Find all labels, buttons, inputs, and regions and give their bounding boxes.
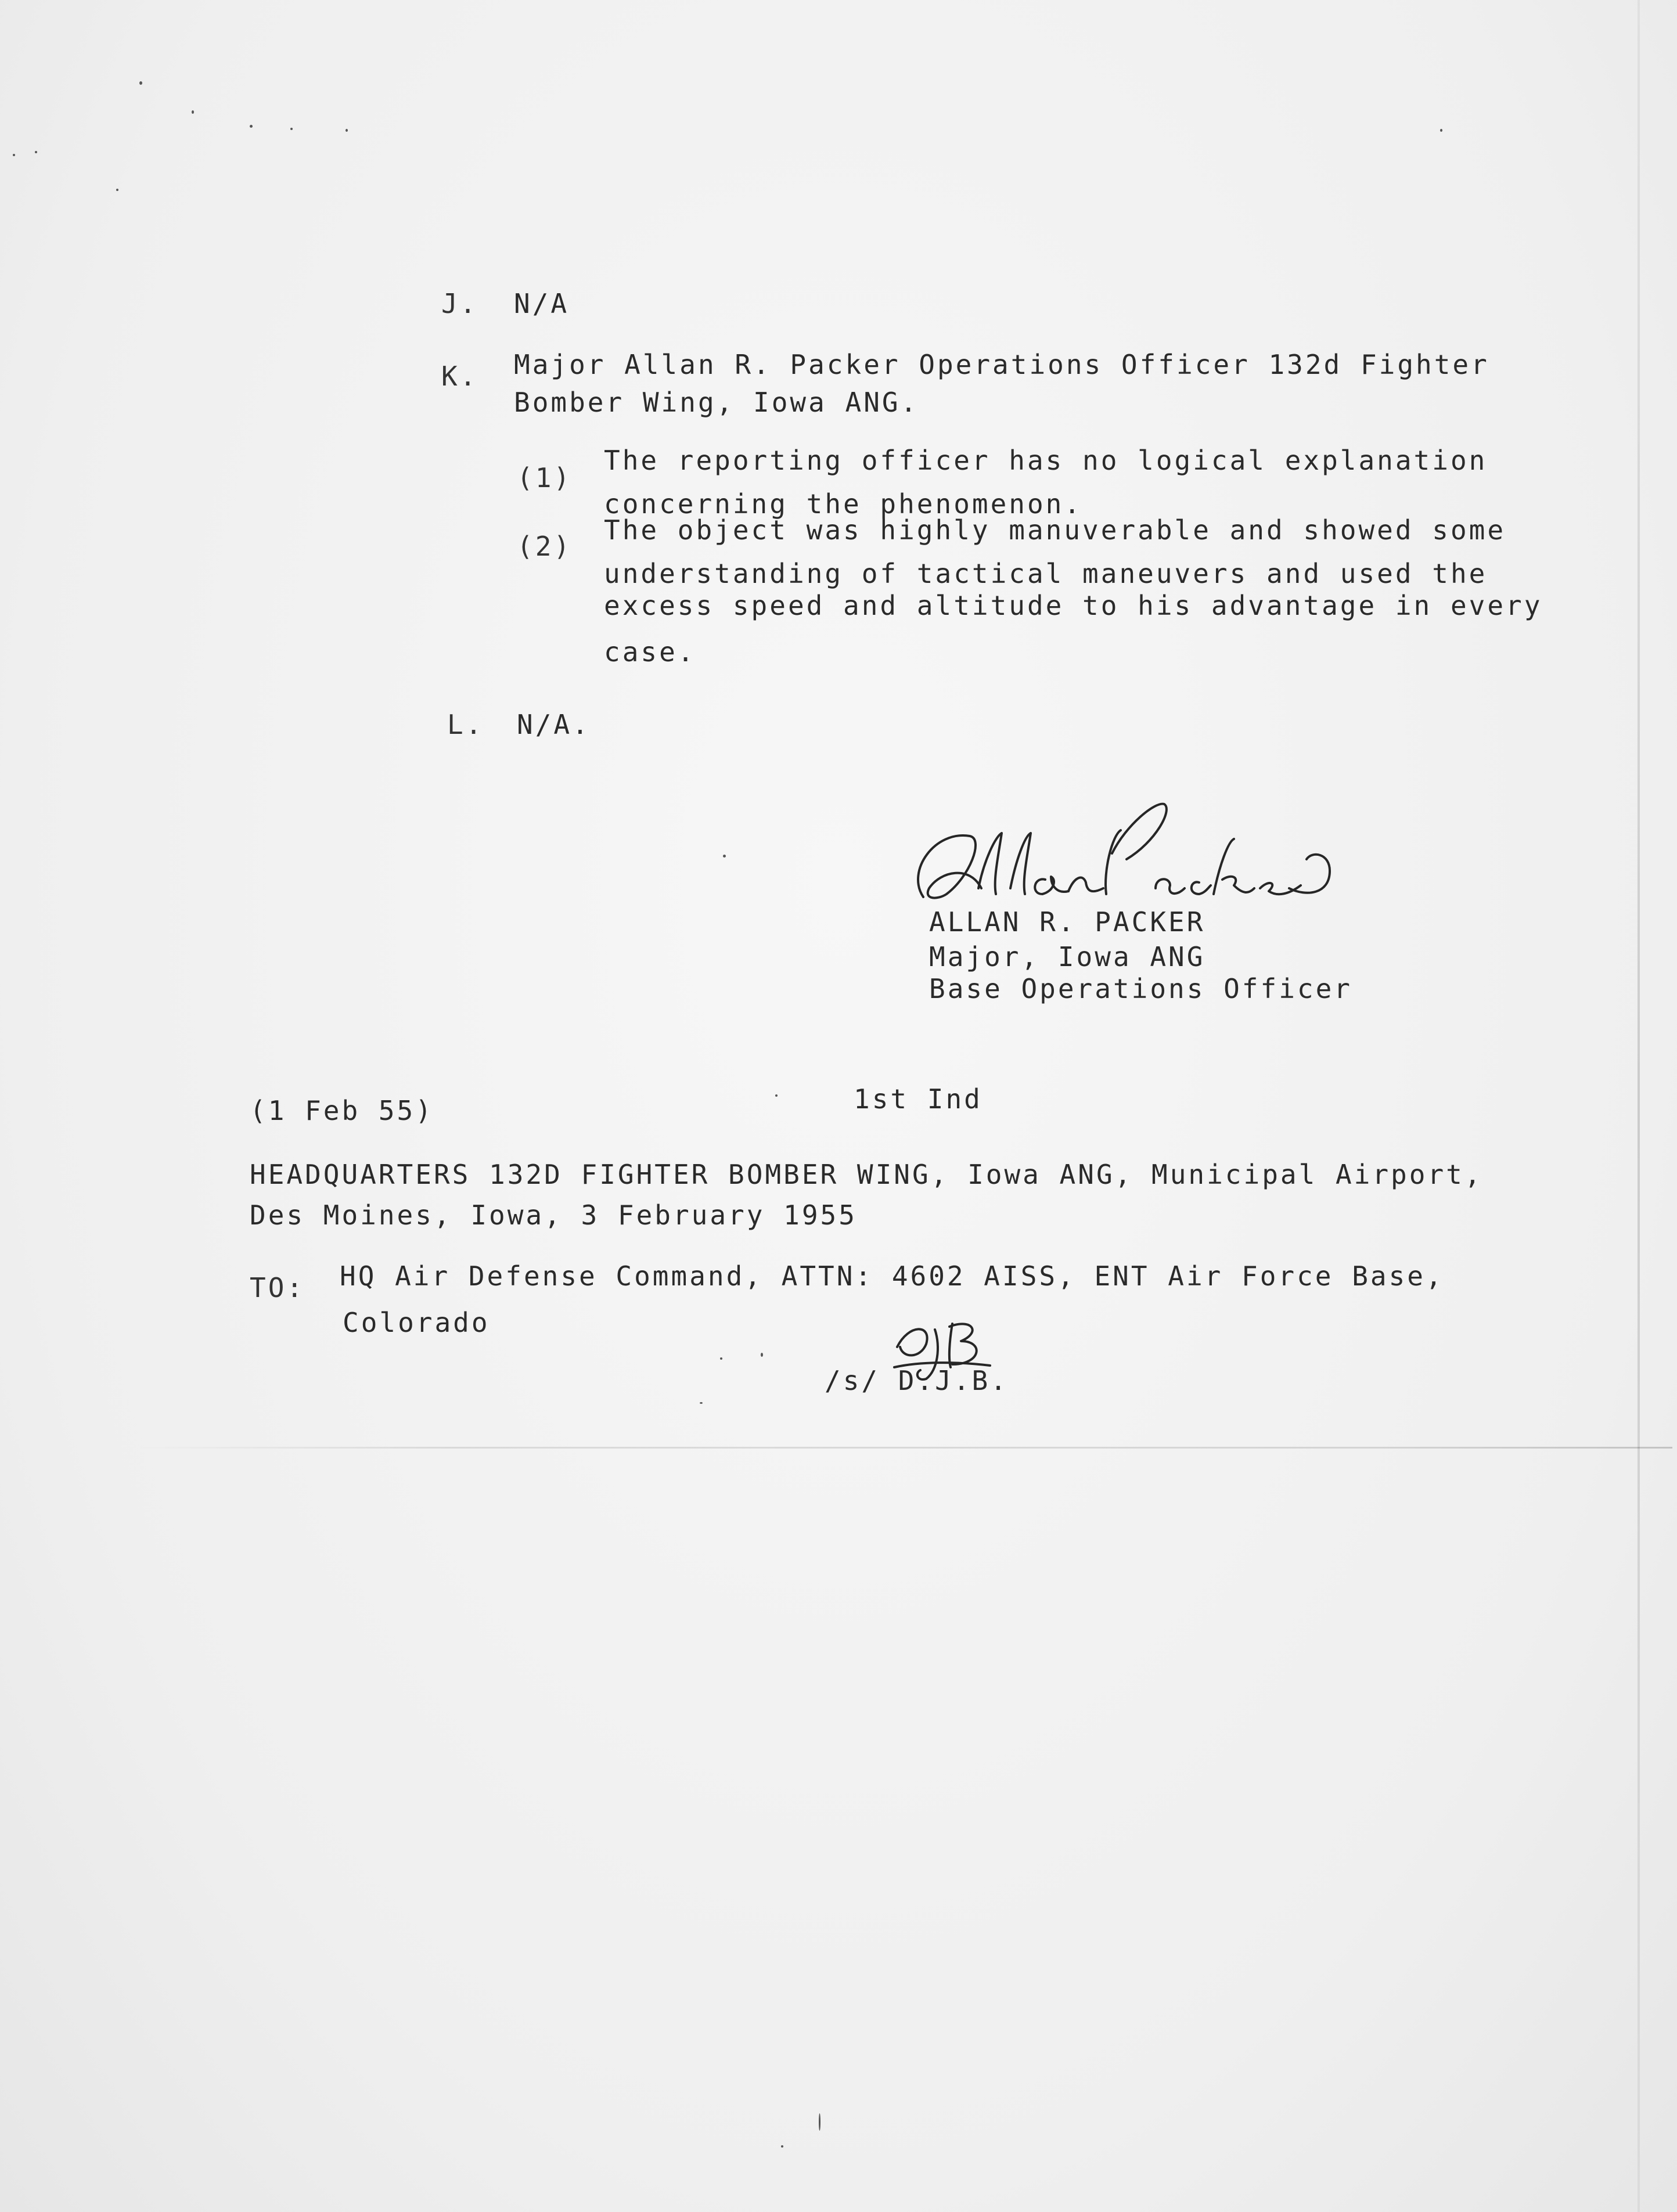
scan-speck [720,1357,722,1360]
signed-initials-line: /s/ D.J.B. [825,1365,1009,1396]
scan-speck [346,129,348,132]
indorsement-heading: 1st Ind [854,1083,983,1115]
sub-item-1-line1: The reporting officer has no logical explanation [604,445,1488,476]
signer-title: Base Operations Officer [929,973,1352,1004]
scan-speck [700,1402,703,1404]
page-edge-shadow [1638,0,1640,2212]
scan-speck [761,1353,763,1357]
sub-item-1-label: (1) [517,462,573,493]
scan-speck [290,128,293,130]
signer-name: ALLAN R. PACKER [929,906,1205,938]
item-k-label: K. [441,361,478,392]
item-j-label: J. [441,288,478,319]
item-k-line2: Bomber Wing, Iowa ANG. [514,387,919,418]
scan-speck [775,1094,778,1097]
signer-rank: Major, Iowa ANG [929,941,1205,972]
scan-speck [139,81,142,85]
scan-speck [1440,129,1442,132]
hq-line-2: Des Moines, Iowa, 3 February 1955 [250,1199,857,1231]
scan-speck [13,154,15,156]
scan-speck [819,2113,820,2131]
hq-line-1: HEADQUARTERS 132D FIGHTER BOMBER WING, Iowa ANG, Municipal Airport, [250,1159,1483,1190]
scan-speck [35,151,37,153]
sub-item-2-line3: excess speed and altitude to his advantage in every [604,590,1543,621]
page-fold-line [134,1447,1672,1449]
indorsement-date: (1 Feb 55) [250,1095,434,1126]
scan-speck [116,189,118,191]
item-k-line1: Major Allan R. Packer Operations Officer 132d Fighter [514,349,1489,380]
sub-item-2-line2: understanding of tactical maneuvers and used the [604,558,1488,589]
item-l-label: L. [447,709,484,740]
to-line-2: Colorado [343,1307,490,1338]
scan-speck [250,125,253,128]
item-j-text: N/A [514,288,570,319]
handwritten-signature [883,778,1336,923]
scan-speck [781,2145,783,2148]
sub-item-2-line4: case. [604,636,696,668]
sub-item-2-label: (2) [517,531,573,562]
sub-item-2-line1: The object was highly manuverable and showed some [604,514,1506,546]
to-label: TO: [250,1272,305,1303]
scan-speck [723,855,726,858]
to-line-1: HQ Air Defense Command, ATTN: 4602 AISS, ENT Air Force Base, [340,1260,1444,1292]
item-l-text: N/A. [517,709,591,740]
sub-item-1-line2: concerning the phenomenon. [604,488,1083,520]
scan-speck [192,110,194,114]
